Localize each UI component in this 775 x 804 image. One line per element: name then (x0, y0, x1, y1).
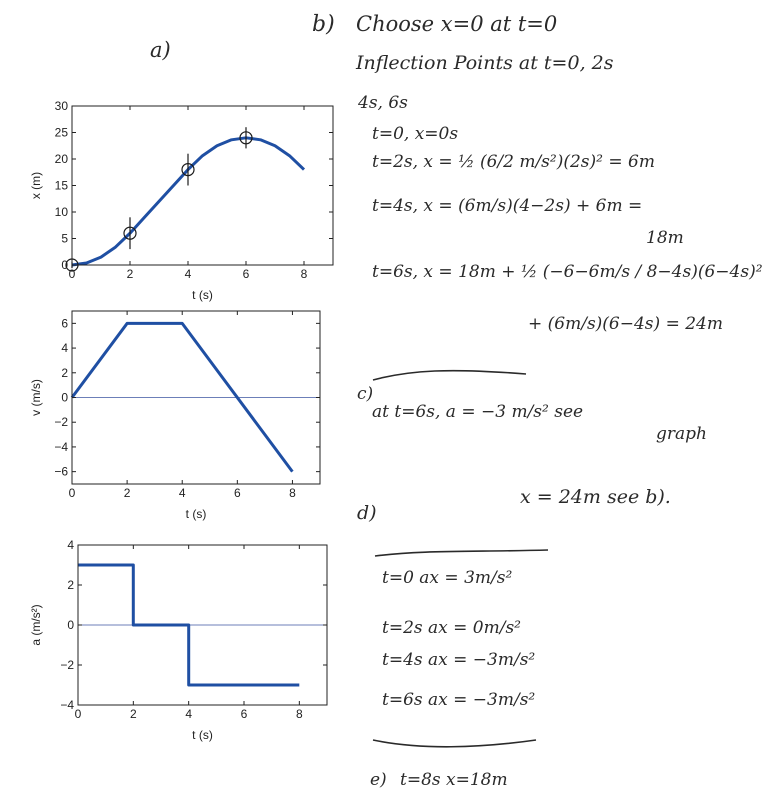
y-tick-label: 25 (54, 125, 68, 140)
y-axis-label: a (m/s²) (29, 604, 43, 646)
y-tick-label: 4 (61, 341, 68, 356)
note-d-line-2: t=0 ax = 3m/s² (382, 568, 513, 588)
x-tick-label: 0 (68, 267, 76, 281)
y-tick-label: −4 (54, 439, 68, 454)
note-d-line-3: t=2s ax = 0m/s² (382, 618, 521, 638)
y-tick-label: 20 (54, 152, 68, 166)
y-tick-label: 2 (61, 365, 68, 380)
y-tick-label: 6 (61, 316, 68, 331)
note-b-line-2: Inflection Points at t=0, 2s (356, 52, 614, 74)
x-tick-label: 2 (123, 486, 131, 500)
x-tick-label: 2 (129, 707, 137, 721)
label-part-e: e) (370, 770, 387, 790)
note-d-line-1: x = 24m see b). (520, 486, 671, 508)
chart-2 (29, 311, 320, 521)
note-b-line-9: + (6m/s)(6−4s) = 24m (528, 314, 723, 334)
y-tick-label: −2 (60, 658, 74, 672)
x-tick-label: 2 (126, 267, 134, 281)
y-tick-label: 2 (67, 578, 74, 592)
label-part-c: c) (357, 384, 374, 404)
y-tick-label: 0 (67, 618, 74, 632)
x-axis-label: t (s) (185, 507, 207, 521)
x-tick-label: 8 (289, 486, 296, 500)
y-tick-label: −2 (54, 415, 68, 430)
y-tick-label: 4 (67, 538, 74, 552)
y-tick-label: 0 (61, 390, 68, 405)
x-tick-label: 8 (300, 267, 308, 281)
note-b-line-3: 4s, 6s (358, 93, 408, 113)
note-d-line-4: t=4s ax = −3m/s² (382, 650, 536, 670)
x-tick-label: 8 (295, 707, 303, 721)
divider-squiggle-1 (370, 360, 530, 390)
plot-frame (72, 106, 333, 265)
y-tick-label: −6 (54, 464, 68, 479)
y-tick-label: 10 (54, 205, 68, 219)
label-part-a: a) (150, 38, 171, 62)
y-tick-label: −4 (60, 698, 74, 712)
x-tick-label: 6 (242, 267, 250, 281)
y-tick-label: 5 (61, 231, 68, 246)
note-d-line-5: t=6s ax = −3m/s² (382, 690, 536, 710)
x-tick-label: 4 (178, 486, 186, 500)
y-tick-label: 15 (54, 178, 68, 193)
divider-squiggle-3 (370, 732, 540, 756)
note-b-line-7: 18m (646, 228, 684, 248)
x-tick-label: 0 (74, 707, 82, 721)
note-b-line-1: Choose x=0 at t=0 (356, 12, 558, 36)
label-part-b: b) (312, 12, 335, 37)
label-part-d: d) (357, 502, 377, 524)
y-tick-label: 0 (61, 258, 68, 272)
note-b-line-4: t=0, x=0s (372, 124, 459, 144)
x-tick-label: 4 (185, 707, 193, 721)
x-tick-label: 0 (68, 486, 76, 500)
x-tick-label: 6 (240, 707, 248, 721)
divider-squiggle-2 (372, 540, 552, 564)
note-b-line-8: t=6s, x = 18m + ½ (−6−6m/s / 8−4s)(6−4s)² (372, 262, 763, 282)
chart-3 (29, 538, 327, 742)
y-axis-label: v (m/s) (29, 379, 43, 416)
chart-1 (29, 99, 333, 302)
x-axis-label: t (s) (192, 288, 213, 302)
y-tick-label: 30 (54, 99, 68, 113)
x-axis-label: t (s) (192, 728, 213, 742)
note-e-line-1: t=8s x=18m (400, 770, 508, 790)
y-axis-label: x (m) (29, 171, 43, 200)
note-c-line-1: at t=6s, a = −3 m/s² see (372, 402, 584, 422)
note-c-line-2: graph (656, 424, 707, 444)
note-b-line-5: t=2s, x = ½ (6/2 m/s²)(2s)² = 6m (372, 152, 655, 172)
note-b-line-6: t=4s, x = (6m/s)(4−2s) + 6m = (372, 196, 643, 216)
x-tick-label: 4 (184, 267, 192, 281)
x-tick-label: 6 (233, 486, 241, 500)
